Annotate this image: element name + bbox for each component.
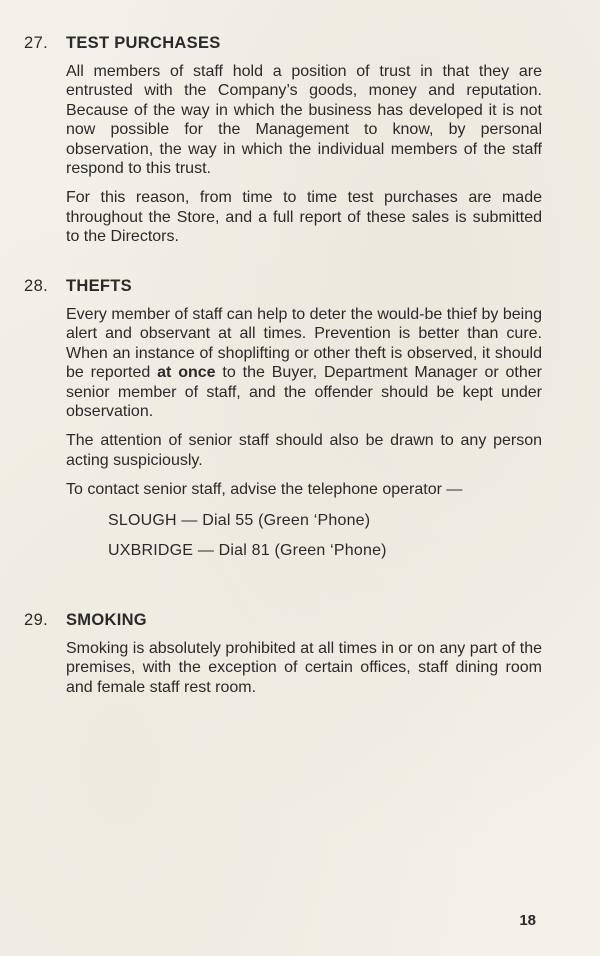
section-test-purchases: [24, 33, 542, 247]
section-heading: [24, 33, 542, 53]
page-number: 18: [519, 912, 536, 929]
emphasis-text: at once: [157, 364, 216, 382]
paragraph: To contact senior staff, advise the telephone operator —: [66, 481, 463, 499]
paragraph: The attention of senior staff should also be drawn to any person acting suspiciously.: [66, 432, 542, 469]
contact-line-slough: SLOUGH — Dial 55 (Green ‘Phone): [108, 511, 371, 529]
section-title: TEST PURCHASES: [66, 34, 221, 52]
paragraph: Smoking is absolutely prohibited at all times in or on any part of the premises, with the exception of certain offices, staff dining room and female staff rest room.: [66, 640, 542, 696]
section-heading: [24, 610, 542, 630]
contact-line-uxbridge: UXBRIDGE — Dial 81 (Green ‘Phone): [108, 541, 387, 559]
section-number: 27.: [24, 34, 49, 52]
section-title: SMOKING: [66, 611, 147, 629]
section-title: THEFTS: [66, 277, 132, 295]
paragraph: [66, 305, 542, 421]
paragraph: All members of staff hold a position of trust in that they are entrusted with the Company’s goods, money and reputation. Because of the way in which the business has developed it is not now possible for the Management to know, by personal observation, the way in which the individual members of the staff respond to this trust.: [66, 63, 542, 178]
section-number: 28.: [24, 277, 49, 295]
paragraph-text: Every member of staff can help to deter the would-be thief by being alert and observant at all times. Prevention is better than cure. When an instance of shoplifting or other theft is observed, it should be reported: [66, 306, 542, 382]
section-smoking: [24, 610, 542, 697]
section-heading: [24, 276, 542, 296]
paragraph: For this reason, from time to time test purchases are made throughout the Store, and a full report of these sales is submitted to the Directors.: [66, 189, 542, 246]
section-thefts: [24, 276, 542, 560]
paragraph-text: to the Buyer, Department Manager or other senior member of staff, and the offender should be kept under observation.: [66, 364, 543, 421]
section-number: 29.: [24, 611, 49, 629]
